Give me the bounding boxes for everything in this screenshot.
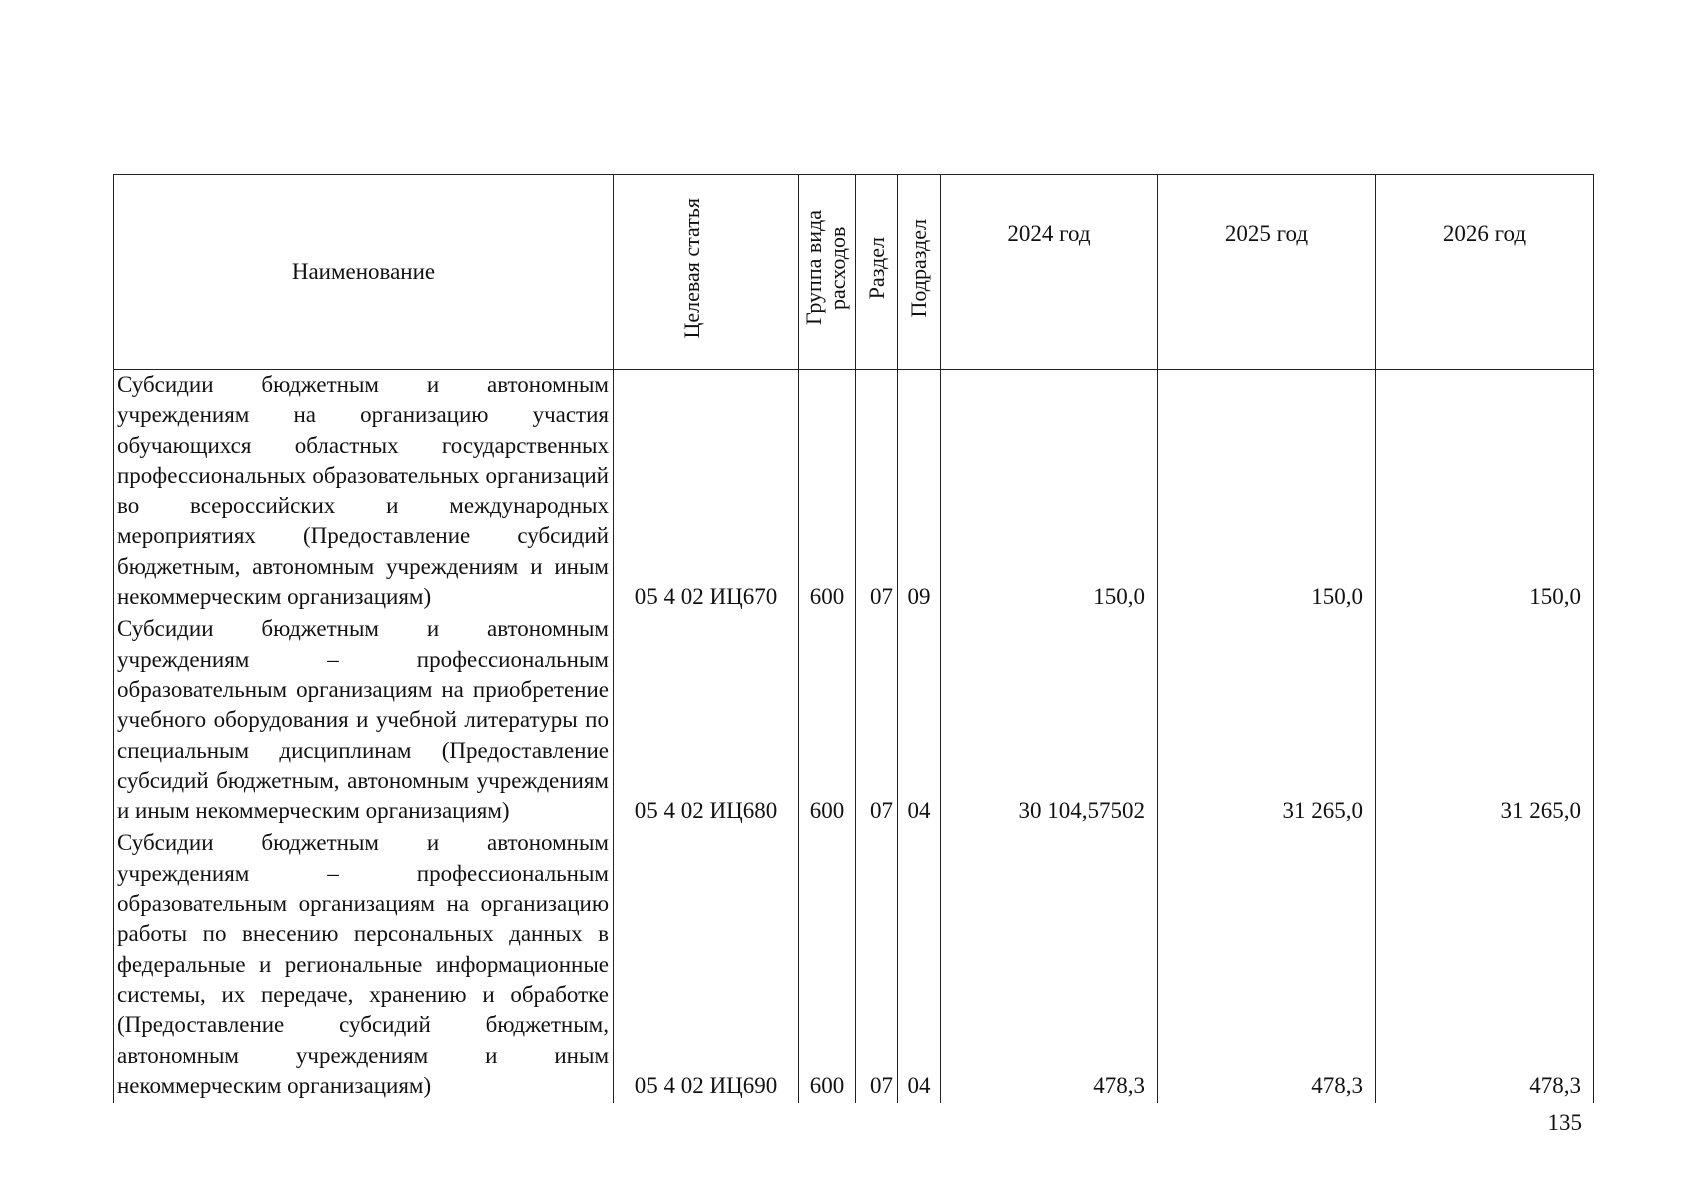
- row-2025: 150,0: [1158, 370, 1376, 615]
- header-section-label: Раздел: [863, 236, 889, 299]
- row-2024: 150,0: [941, 370, 1158, 615]
- table-header-row: [114, 175, 1594, 370]
- row-2026: 31 265,0: [1376, 614, 1594, 828]
- header-subsection-label: Подраздел: [906, 218, 931, 318]
- row-subsection: 04: [898, 614, 941, 828]
- row-2026: 150,0: [1376, 370, 1594, 615]
- table-row: [114, 370, 1594, 615]
- row-expense-group: 600: [799, 614, 856, 828]
- row-target-article: 05 4 02 ИЦ690: [614, 828, 799, 1103]
- budget-table: [113, 174, 1594, 1103]
- row-name: Субсидии бюджетным и автономным учреждениям – профессиональным образовательным организациям на приобретение учебного оборудования и учебной литературы по специальным дисциплинам (Предоставление субсидий бюджетным, автономным учреждениям и иным некоммерческим организациям): [114, 614, 614, 828]
- header-target-article-label: Целевая статья: [679, 197, 704, 339]
- table-row: [114, 614, 1594, 828]
- header-2024: 2024 год: [941, 175, 1158, 370]
- row-2025: 31 265,0: [1158, 614, 1376, 828]
- row-2025: 478,3: [1158, 828, 1376, 1103]
- row-2026: 478,3: [1376, 828, 1594, 1103]
- header-subsection: [898, 175, 941, 370]
- header-2025: 2025 год: [1158, 175, 1376, 370]
- header-2026: 2026 год: [1376, 175, 1594, 370]
- row-2024: 30 104,57502: [941, 614, 1158, 828]
- header-name: Наименование: [114, 175, 614, 370]
- header-section: [856, 175, 898, 370]
- header-expense-group-label: Группа вида расходов: [801, 210, 850, 326]
- row-section: 07: [856, 828, 898, 1103]
- row-name: Субсидии бюджетным и автономным учреждениям – профессиональным образовательным организациям на организацию работы по внесению персональных данных в федеральные и региональные информационные системы, их передаче, хранению и обработке (Предоставление субсидий бюджетным, автономным учреждениям и иным некоммерческим организациям): [114, 828, 614, 1103]
- row-name: Субсидии бюджетным и автономным учреждениям на организацию участия обучающихся областных государственных профессиональных образовательных организаций во всероссийских и международных мероприятиях (Предоставление субсидий бюджетным, автономным учреждениям и иным некоммерческим организациям): [114, 370, 614, 615]
- row-2024: 478,3: [941, 828, 1158, 1103]
- header-target-article: [614, 175, 799, 370]
- row-target-article: 05 4 02 ИЦ680: [614, 614, 799, 828]
- row-subsection: 04: [898, 828, 941, 1103]
- row-section: 07: [856, 614, 898, 828]
- row-expense-group: 600: [799, 828, 856, 1103]
- row-target-article: 05 4 02 ИЦ670: [614, 370, 799, 615]
- table-row: [114, 828, 1594, 1103]
- page-number: 135: [1547, 1110, 1582, 1135]
- header-expense-group: [799, 175, 856, 370]
- row-section: 07: [856, 370, 898, 615]
- row-expense-group: 600: [799, 370, 856, 615]
- row-subsection: 09: [898, 370, 941, 615]
